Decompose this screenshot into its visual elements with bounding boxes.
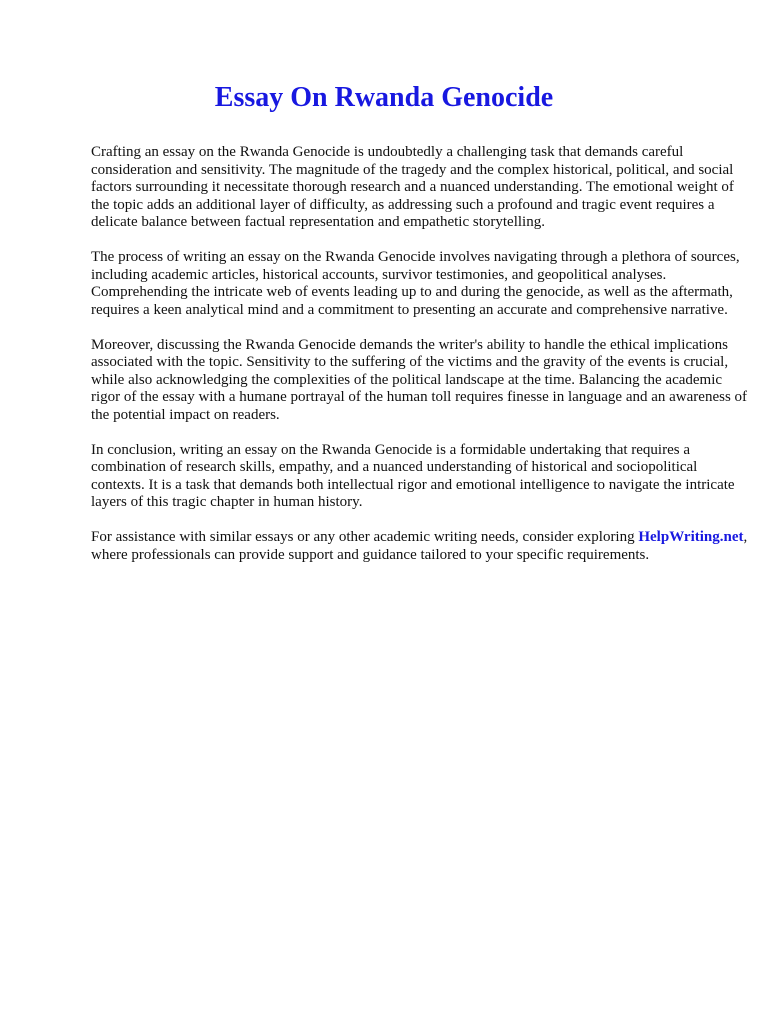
paragraph-intro: Crafting an essay on the Rwanda Genocide is undoubtedly a challenging task that demands careful consideration and sensitivity. The magnitude of the tragedy and the complex historical, political, and social factors surrounding it necessitate thorough research and a nuanced understanding. The emotional weight of the topic adds an additional layer of difficulty, as addressing such a profound and tragic event requires a delicate balance between factual representation and empathetic storytelling. <box>91 144 734 230</box>
helpwriting-link[interactable]: HelpWriting.net <box>638 529 744 545</box>
page-title: Essay On Rwanda Genocide <box>214 82 554 113</box>
paragraph-closing <box>91 529 751 564</box>
paragraph-ethics: Moreover, discussing the Rwanda Genocide demands the writer's ability to handle the ethical implications associated with the topic. Sensitivity to the suffering of the victims and the gravity of the events is crucial, while also acknowledging the complexities of the political landscape at the time. Balancing the academic rigor of the essay with a humane portrayal of the human toll requires finesse in language and an awareness of the potential impact on readers. <box>91 336 748 423</box>
closing-text-before-link: For assistance with similar essays or any other academic writing needs, consider exploring <box>91 529 639 545</box>
essay-body <box>91 144 751 582</box>
closing-text-after-link: , where professionals can provide support and guidance tailored to your specific requirements. <box>91 529 748 563</box>
paragraph-process: The process of writing an essay on the Rwanda Genocide involves navigating through a plethora of sources, including academic articles, historical accounts, survivor testimonies, and geopolitical analyses. Comprehending the intricate web of events leading up to and during the genocide, as well as the aftermath, requires a keen analytical mind and a commitment to presenting an accurate and comprehensive narrative. <box>91 249 740 318</box>
paragraph-conclusion: In conclusion, writing an essay on the Rwanda Genocide is a formidable undertaking that requires a combination of research skills, empathy, and a nuanced understanding of historical and sociopolitical contexts. It is a task that demands both intellectual rigor and emotional intelligence to navigate the intricate layers of this tragic chapter in human history. <box>91 441 735 510</box>
